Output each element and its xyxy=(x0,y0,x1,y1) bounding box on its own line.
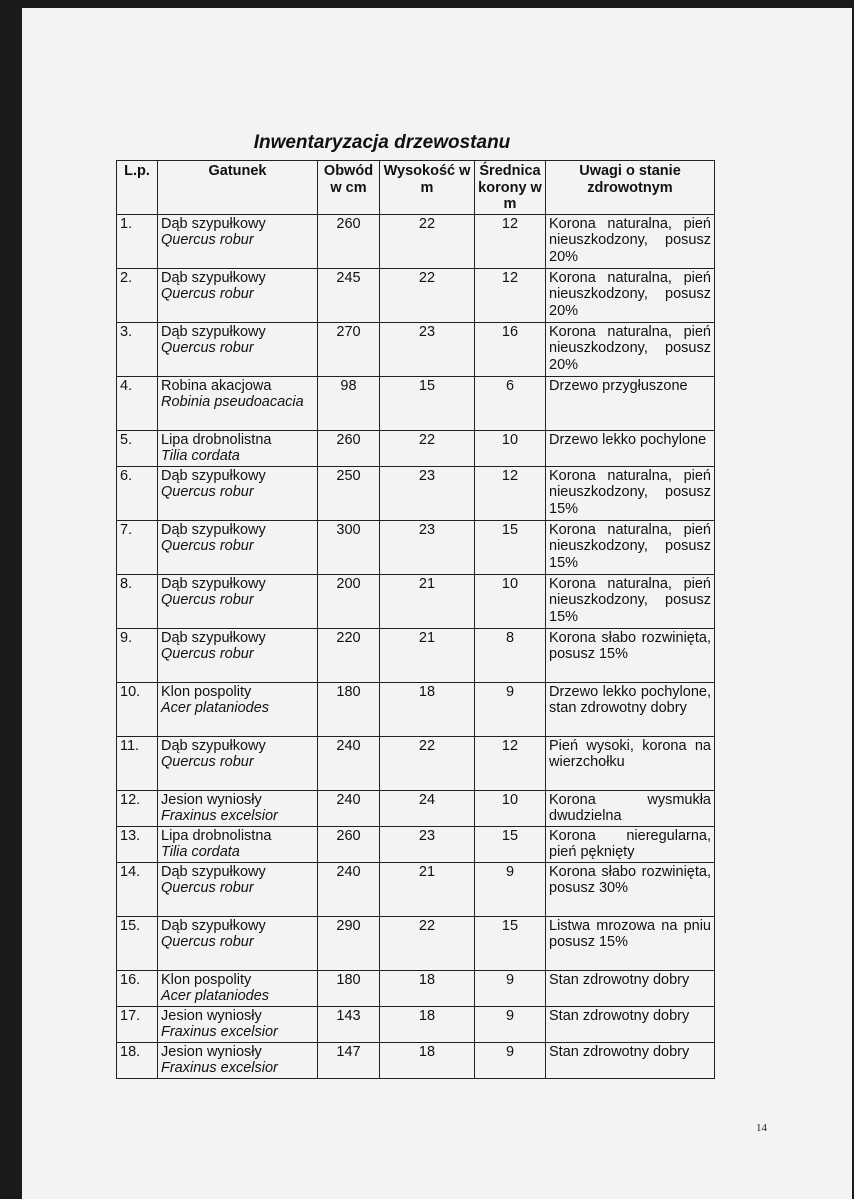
cell-obwod: 180 xyxy=(318,970,380,1006)
cell-obwod: 180 xyxy=(318,682,380,736)
cell-wysokosc: 21 xyxy=(380,628,475,682)
cell-wysokosc: 18 xyxy=(380,1042,475,1078)
cell-obwod: 290 xyxy=(318,916,380,970)
cell-gatunek xyxy=(158,682,318,736)
table-row xyxy=(117,1042,715,1078)
cell-uwagi: Korona słabo rozwinięta, posusz 30% xyxy=(546,862,715,916)
cell-uwagi: Stan zdrowotny dobry xyxy=(546,970,715,1006)
cell-srednica: 12 xyxy=(475,214,546,268)
species-common-name: Dąb szypułkowy xyxy=(161,521,266,538)
cell-gatunek xyxy=(158,916,318,970)
table-row xyxy=(117,970,715,1006)
cell-gatunek xyxy=(158,466,318,520)
cell-lp: 17. xyxy=(117,1006,158,1042)
cell-uwagi: Korona naturalna, pień nieuszkodzony, posusz 15% xyxy=(546,574,715,628)
cell-wysokosc: 21 xyxy=(380,574,475,628)
species-latin-name: Quercus robur xyxy=(161,340,254,356)
cell-srednica: 9 xyxy=(475,682,546,736)
cell-srednica: 9 xyxy=(475,862,546,916)
cell-lp: 7. xyxy=(117,520,158,574)
species-latin-name: Acer plataniodes xyxy=(161,988,270,1004)
species-latin-name: Quercus robur xyxy=(161,880,254,896)
header-obwod: Obwód w cm xyxy=(318,161,380,215)
cell-wysokosc: 21 xyxy=(380,862,475,916)
cell-srednica: 10 xyxy=(475,430,546,466)
cell-obwod: 260 xyxy=(318,826,380,862)
cell-lp: 14. xyxy=(117,862,158,916)
table-row xyxy=(117,1006,715,1042)
cell-obwod: 143 xyxy=(318,1006,380,1042)
species-latin-name: Quercus robur xyxy=(161,484,254,500)
cell-obwod: 260 xyxy=(318,214,380,268)
table-row xyxy=(117,682,715,736)
cell-obwod: 270 xyxy=(318,322,380,376)
cell-uwagi: Korona naturalna, pień nieuszkodzony, posusz 15% xyxy=(546,466,715,520)
table-row xyxy=(117,862,715,916)
species-common-name: Dąb szypułkowy xyxy=(161,467,266,484)
cell-wysokosc: 23 xyxy=(380,322,475,376)
cell-uwagi: Korona naturalna, pień nieuszkodzony, posusz 20% xyxy=(546,214,715,268)
cell-lp: 1. xyxy=(117,214,158,268)
cell-uwagi: Stan zdrowotny dobry xyxy=(546,1042,715,1078)
cell-lp: 16. xyxy=(117,970,158,1006)
species-latin-name: Quercus robur xyxy=(161,592,254,608)
header-wysokosc: Wysokość w m xyxy=(380,161,475,215)
cell-uwagi: Drzewo lekko pochylone, stan zdrowotny dobry xyxy=(546,682,715,736)
cell-obwod: 240 xyxy=(318,790,380,826)
species-common-name: Jesion wyniosły xyxy=(161,791,262,808)
cell-uwagi: Korona wysmukła dwudzielna xyxy=(546,790,715,826)
species-latin-name: Quercus robur xyxy=(161,286,254,302)
cell-lp: 4. xyxy=(117,376,158,430)
cell-obwod: 250 xyxy=(318,466,380,520)
species-common-name: Robina akacjowa xyxy=(161,377,272,394)
cell-srednica: 10 xyxy=(475,574,546,628)
cell-wysokosc: 22 xyxy=(380,916,475,970)
cell-uwagi: Listwa mrozowa na pniu posusz 15% xyxy=(546,916,715,970)
cell-uwagi: Korona naturalna, pień nieuszkodzony, posusz 20% xyxy=(546,268,715,322)
cell-srednica: 10 xyxy=(475,790,546,826)
document-page xyxy=(22,8,852,1199)
page-number: 14 xyxy=(756,1122,767,1134)
species-latin-name: Robinia pseudoacacia xyxy=(161,394,304,410)
cell-obwod: 98 xyxy=(318,376,380,430)
cell-uwagi: Drzewo przygłuszone xyxy=(546,376,715,430)
species-common-name: Dąb szypułkowy xyxy=(161,737,266,754)
cell-gatunek xyxy=(158,1042,318,1078)
table-row xyxy=(117,430,715,466)
species-latin-name: Quercus robur xyxy=(161,232,254,248)
species-common-name: Dąb szypułkowy xyxy=(161,917,266,934)
species-common-name: Lipa drobnolistna xyxy=(161,827,272,844)
cell-uwagi: Korona naturalna, pień nieuszkodzony, posusz 15% xyxy=(546,520,715,574)
cell-wysokosc: 18 xyxy=(380,1006,475,1042)
cell-uwagi: Drzewo lekko pochylone xyxy=(546,430,715,466)
cell-srednica: 8 xyxy=(475,628,546,682)
cell-uwagi: Korona naturalna, pień nieuszkodzony, posusz 20% xyxy=(546,322,715,376)
cell-lp: 2. xyxy=(117,268,158,322)
table-row xyxy=(117,466,715,520)
cell-obwod: 240 xyxy=(318,736,380,790)
header-uwagi: Uwagi o stanie zdrowotnym xyxy=(546,161,715,215)
table-header-row xyxy=(117,161,715,215)
cell-obwod: 147 xyxy=(318,1042,380,1078)
cell-wysokosc: 23 xyxy=(380,466,475,520)
cell-gatunek xyxy=(158,826,318,862)
species-latin-name: Quercus robur xyxy=(161,538,254,554)
cell-gatunek xyxy=(158,574,318,628)
cell-wysokosc: 23 xyxy=(380,826,475,862)
cell-srednica: 12 xyxy=(475,466,546,520)
cell-srednica: 15 xyxy=(475,520,546,574)
species-latin-name: Fraxinus excelsior xyxy=(161,1060,278,1076)
cell-lp: 10. xyxy=(117,682,158,736)
cell-uwagi: Pień wysoki, korona na wierzchołku xyxy=(546,736,715,790)
table-row xyxy=(117,916,715,970)
cell-srednica: 6 xyxy=(475,376,546,430)
cell-gatunek xyxy=(158,970,318,1006)
header-srednica: Średnica korony w m xyxy=(475,161,546,215)
cell-wysokosc: 24 xyxy=(380,790,475,826)
header-lp: L.p. xyxy=(117,161,158,215)
cell-lp: 9. xyxy=(117,628,158,682)
cell-uwagi: Korona słabo rozwinięta, posusz 15% xyxy=(546,628,715,682)
cell-obwod: 200 xyxy=(318,574,380,628)
cell-srednica: 12 xyxy=(475,736,546,790)
species-common-name: Klon pospolity xyxy=(161,971,252,988)
tree-inventory-table xyxy=(116,160,715,1079)
cell-gatunek xyxy=(158,214,318,268)
cell-lp: 12. xyxy=(117,790,158,826)
cell-obwod: 300 xyxy=(318,520,380,574)
cell-srednica: 9 xyxy=(475,1006,546,1042)
table-row xyxy=(117,214,715,268)
cell-wysokosc: 22 xyxy=(380,736,475,790)
cell-obwod: 245 xyxy=(318,268,380,322)
cell-gatunek xyxy=(158,376,318,430)
cell-gatunek xyxy=(158,1006,318,1042)
cell-lp: 11. xyxy=(117,736,158,790)
header-gatunek: Gatunek xyxy=(158,161,318,215)
species-latin-name: Acer plataniodes xyxy=(161,700,270,716)
table-row xyxy=(117,574,715,628)
cell-obwod: 260 xyxy=(318,430,380,466)
species-latin-name: Quercus robur xyxy=(161,646,254,662)
cell-uwagi: Korona nieregularna, pień pęknięty xyxy=(546,826,715,862)
cell-obwod: 220 xyxy=(318,628,380,682)
cell-wysokosc: 18 xyxy=(380,682,475,736)
table-row xyxy=(117,790,715,826)
species-common-name: Dąb szypułkowy xyxy=(161,629,266,646)
cell-srednica: 15 xyxy=(475,916,546,970)
cell-gatunek xyxy=(158,736,318,790)
cell-lp: 3. xyxy=(117,322,158,376)
cell-wysokosc: 22 xyxy=(380,268,475,322)
table-row xyxy=(117,628,715,682)
cell-wysokosc: 23 xyxy=(380,520,475,574)
cell-lp: 18. xyxy=(117,1042,158,1078)
cell-wysokosc: 15 xyxy=(380,376,475,430)
cell-wysokosc: 22 xyxy=(380,430,475,466)
table-row xyxy=(117,268,715,322)
species-common-name: Dąb szypułkowy xyxy=(161,575,266,592)
table-row xyxy=(117,376,715,430)
cell-srednica: 16 xyxy=(475,322,546,376)
cell-srednica: 12 xyxy=(475,268,546,322)
species-latin-name: Fraxinus excelsior xyxy=(161,808,278,824)
species-common-name: Jesion wyniosły xyxy=(161,1007,262,1024)
species-common-name: Klon pospolity xyxy=(161,683,252,700)
species-common-name: Dąb szypułkowy xyxy=(161,323,266,340)
cell-gatunek xyxy=(158,430,318,466)
species-common-name: Jesion wyniosły xyxy=(161,1043,262,1060)
species-common-name: Dąb szypułkowy xyxy=(161,269,266,286)
table-row xyxy=(117,736,715,790)
cell-gatunek xyxy=(158,790,318,826)
cell-obwod: 240 xyxy=(318,862,380,916)
cell-gatunek xyxy=(158,862,318,916)
species-latin-name: Fraxinus excelsior xyxy=(161,1024,278,1040)
species-common-name: Dąb szypułkowy xyxy=(161,215,266,232)
cell-gatunek xyxy=(158,322,318,376)
species-latin-name: Quercus robur xyxy=(161,754,254,770)
table-row xyxy=(117,520,715,574)
table-row xyxy=(117,826,715,862)
table-row xyxy=(117,322,715,376)
species-latin-name: Tilia cordata xyxy=(161,844,240,860)
cell-gatunek xyxy=(158,520,318,574)
page-title: Inwentaryzacja drzewostanu xyxy=(253,132,511,153)
cell-wysokosc: 18 xyxy=(380,970,475,1006)
cell-gatunek xyxy=(158,268,318,322)
species-latin-name: Quercus robur xyxy=(161,934,254,950)
cell-lp: 13. xyxy=(117,826,158,862)
cell-lp: 8. xyxy=(117,574,158,628)
cell-uwagi: Stan zdrowotny dobry xyxy=(546,1006,715,1042)
cell-lp: 6. xyxy=(117,466,158,520)
cell-srednica: 9 xyxy=(475,970,546,1006)
cell-srednica: 15 xyxy=(475,826,546,862)
cell-lp: 5. xyxy=(117,430,158,466)
cell-srednica: 9 xyxy=(475,1042,546,1078)
cell-gatunek xyxy=(158,628,318,682)
species-common-name: Lipa drobnolistna xyxy=(161,431,272,448)
cell-wysokosc: 22 xyxy=(380,214,475,268)
cell-lp: 15. xyxy=(117,916,158,970)
species-latin-name: Tilia cordata xyxy=(161,448,240,464)
species-common-name: Dąb szypułkowy xyxy=(161,863,266,880)
